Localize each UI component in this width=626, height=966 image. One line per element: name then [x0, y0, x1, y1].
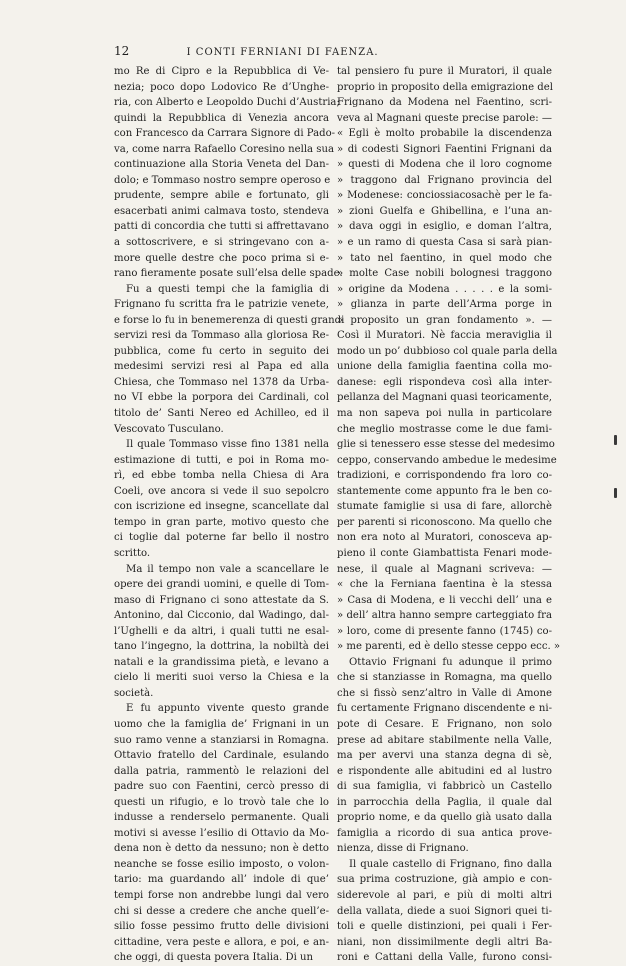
text-line: Ottavio Frignani fu adunque il primo: [349, 656, 552, 668]
text-line: » traggono dal Frignano provincia del: [337, 174, 552, 186]
text-line: toli e quelle distinzioni, pei quali i Fer-: [337, 921, 552, 933]
text-line: fu certamente Frignano discendente e ni-: [337, 703, 552, 715]
text-line: per parenti si riconoscono. Ma quello che: [337, 516, 552, 528]
text-line: more quelle destre che poco prima si e-: [114, 252, 329, 264]
text-line: società.: [114, 687, 154, 699]
text-line: tradizioni, e corrispondendo fra loro co-: [337, 470, 552, 482]
text-line: » loro, come di presente fanno (1745) co-: [337, 625, 552, 637]
text-line: patti di concordia che tutti si affrettavano: [114, 221, 329, 233]
text-line: nezia; poco dopo Lodovico Re d’Unghe-: [114, 81, 329, 93]
text-line: Antonino, dal Cicconio, dal Wadingo, dal-: [114, 610, 329, 622]
text-line: a sottoscrivere, e si stringevano con a-: [114, 237, 329, 249]
text-line: Ottavio fratello del Cardinale, esulando: [114, 750, 329, 762]
text-line: quindi la Repubblica di Venezia ancora: [114, 112, 329, 124]
text-line: » di codesti Signori Faentini Frignani da: [337, 143, 552, 155]
text-line: modo un po’ dubbioso col quale parla della: [337, 345, 558, 357]
text-line: tempo in gran parte, motivo questo che: [114, 516, 329, 528]
text-line: proprio in proposito della emigrazione del: [337, 81, 553, 93]
text-line: danese: egli rispondeva così alla inter-: [337, 376, 552, 388]
text-line: » origine da Modena . . . . . e la somi-: [337, 283, 552, 295]
text-line: rì, ed ebbe tomba nella Chiesa di Ara: [114, 470, 329, 482]
text-line: » dava oggi in esiglio, e doman l’altra,: [337, 221, 552, 233]
text-line: Ma il tempo non vale a scancellare le: [126, 563, 329, 575]
text-line: non era noto al Muratori, conosceva ap-: [337, 532, 552, 544]
text-line: indusse a renderselo permanente. Quali: [114, 812, 329, 824]
text-line: maso di Frignano ci sono attestate da S.: [114, 594, 329, 606]
text-line: cittadine, vera peste e allora, e poi, e an-: [114, 936, 329, 948]
right-column: [337, 64, 561, 966]
text-line: Chiesa, che Tommaso nel 1378 da Urba-: [114, 376, 329, 388]
text-line: pellanza del Magnani quasi teoricamente,: [337, 392, 552, 404]
text-line: che si fissò senz’altro in Valle di Amone: [337, 687, 552, 699]
text-line: ceppo, conservando ambedue le medesime: [337, 454, 557, 466]
text-line: dalla patria, rammentò le relazioni del: [114, 765, 329, 777]
text-line: tano l’ingegno, la dottrina, la nobiltà dei: [114, 641, 329, 653]
text-line: ria, con Alberto e Leopoldo Duchi d’Austria;: [114, 97, 340, 109]
text-line: » questi di Modena che il loro cognome: [337, 159, 552, 171]
text-line: che si stanziasse in Romagna, ma quello: [337, 672, 552, 684]
text-line: » dell’ altra hanno sempre carteggiato fra: [337, 610, 552, 622]
text-line: rano fieramente posate sull’elsa delle spade.: [114, 268, 343, 280]
text-line: » e un ramo di questa Casa si sarà pian-: [337, 237, 552, 249]
text-line: » glianza in parte dell’Arma porge in: [337, 299, 552, 311]
text-line: tal pensiero fu pure il Muratori, il quale: [337, 66, 552, 77]
text-line: nese, il quale al Magnani scriveva: —: [337, 563, 552, 575]
text-line: sua prima costruzione, già ampio e con-: [337, 874, 552, 886]
text-line: natali e la grandissima pietà, e levano a: [114, 656, 329, 668]
text-line: stantemente come appunto fra le ben co-: [337, 485, 552, 497]
text-line: nienza, disse di Frignano.: [337, 843, 469, 855]
text-line: » proposito un gran fondamento ». —: [337, 314, 552, 326]
text-line: Fu a questi tempi che la famiglia di: [126, 283, 329, 295]
text-line: Il quale castello di Frignano, fino dalla: [349, 858, 552, 870]
text-line: che meglio mostrasse come le due fami-: [337, 423, 552, 435]
text-line: niani, non dissimilmente degli altri Ba-: [337, 936, 552, 948]
text-line: roni e Cattani della Valle, furono consi-: [337, 952, 552, 964]
text-line: dena non è detto da nessuno; non è detto: [114, 843, 329, 855]
text-line: » tato nel faentino, in quel modo che: [337, 252, 552, 264]
text-line: Frignano da Modena nel Faentino, scri-: [337, 97, 552, 109]
text-line: mo Re di Cipro e la Repubblica di Ve-: [114, 66, 329, 77]
text-line: unione della famiglia faentina colla mo-: [337, 361, 552, 373]
text-line: silio fosse pessimo frutto delle divisioni: [114, 921, 329, 933]
text-line: continuazione alla Storia Veneta del Dan-: [114, 159, 329, 171]
text-line: » Modenese: conciossiacosachè per le fa-: [337, 190, 552, 202]
text-line: Frignano fu scritta fra le patrizie venete,: [114, 299, 329, 311]
text-line: Il quale Tommaso visse fino 1381 nella: [126, 439, 329, 451]
text-line: Coeli, ove ancora si vede il suo sepolcro: [114, 485, 329, 497]
text-line: uomo che la famiglia de’ Frignani in un: [114, 718, 329, 730]
text-line: della vallata, diede a suoi Signori quei ti-: [337, 905, 552, 917]
page-header: [114, 44, 546, 58]
text-line: prese ad abitare stabilmente nella Valle,: [337, 734, 552, 746]
text-line: prudente, sempre abile e fortunato, gli: [114, 190, 329, 202]
text-line: e forse lo fu in benemerenza di questi grandi: [114, 314, 345, 326]
text-line: l’Ughelli e da altri, i quali tutti ne esal-: [114, 625, 329, 637]
text-line: va, come narra Rafaello Coresino nella sua: [114, 143, 334, 155]
left-column: [114, 64, 345, 966]
text-line: estimazione di tutti, e poi in Roma mo-: [114, 454, 329, 466]
text-line: questi un rifugio, e lo trovò tale che lo: [114, 796, 329, 808]
text-line: famiglia a ricordo di sua antica prove-: [337, 827, 552, 839]
text-line: e rispondente alle abitudini ed al lustro: [337, 765, 552, 777]
text-line: in parrocchia della Paglia, il quale dal: [337, 796, 552, 808]
text-line: neanche se fosse esilio imposto, o volon-: [114, 858, 329, 870]
text-line: con Francesco da Carrara Signore di Pado-: [114, 128, 336, 140]
margin-mark: [614, 435, 617, 445]
page-number: 12: [114, 44, 130, 58]
text-line: pote di Cesare. E Frignano, non solo: [337, 718, 552, 730]
margin-mark: [614, 488, 617, 498]
text-line: di sua famiglia, vi fabbricò un Castello: [337, 781, 552, 793]
text-line: « che la Ferniana faentina è la stessa: [337, 579, 552, 591]
text-line: motivi si avesse l’esilio di Ottavio da Mo-: [114, 827, 329, 839]
text-line: » zioni Guelfa e Ghibellina, e l’una an-: [337, 205, 552, 217]
text-line: medesimi servizi resi al Papa ed alla: [114, 361, 329, 373]
text-line: stumate famiglie si usa di fare, allorchè: [337, 501, 552, 513]
text-line: tempi forse non andrebbe lungi dal vero: [114, 889, 329, 901]
text-line: « Egli è molto probabile la discendenza: [337, 128, 552, 140]
text-line: no VI ebbe la porpora dei Cardinali, col: [114, 392, 329, 404]
text-line: Così il Muratori. Nè faccia meraviglia il: [337, 330, 552, 342]
text-line: » me parenti, ed è dello stesse ceppo ecc. »: [337, 641, 561, 653]
text-line: titolo de’ Santi Nereo ed Achilleo, ed il: [114, 408, 329, 420]
text-line: chi si desse a credere che anche quell’e-: [114, 905, 329, 917]
text-line: suo ramo venne a stanziarsi in Romagna.: [114, 734, 329, 746]
text-line: cielo li meriti suoi verso la Chiesa e la: [114, 672, 329, 684]
text-line: E fu appunto vivente questo grande: [126, 703, 329, 715]
text-line: ci toglie dal poterne far bello il nostro: [114, 532, 329, 544]
text-line: servizi resi da Tommaso alla gloriosa Re-: [114, 330, 329, 342]
text-line: opere dei grandi uomini, e quelle di Tom-: [114, 579, 329, 591]
text-line: proprio nome, e da quello già usato dalla: [337, 812, 552, 824]
text-line: dolo; e Tommaso nostro sempre operoso e: [114, 174, 331, 186]
text-line: Vescovato Tusculano.: [114, 423, 224, 435]
text-line: con iscrizione ed insegne, scancellate dal: [114, 501, 329, 513]
text-line: scritto.: [114, 547, 151, 559]
text-line: siderevole al pari, e più di molti altri: [337, 889, 552, 901]
text-line: pieno il conte Giambattista Fenari mode-: [337, 547, 552, 559]
text-line: ma per avervi una stanza degna di sè,: [337, 750, 552, 762]
text-line: veva al Magnani queste precise parole: —: [337, 112, 552, 124]
running-title: I CONTI FERNIANI DI FAENZA.: [186, 47, 379, 58]
text-line: che oggi, di questa povera Italia. Di un: [114, 952, 314, 964]
text-line: tario: ma guardando all’ indole di que’: [114, 874, 329, 886]
text-line: pubblica, come fu certo in seguito dei: [114, 345, 329, 357]
text-line: ma non sapeva poi nulla in particolare: [337, 408, 552, 420]
text-line: padre suo con Faentini, cercò presso di: [114, 781, 329, 793]
text-line: esacerbati animi calmava tosto, stendeva: [114, 205, 329, 217]
text-line: glie si tenessero esse stesse del medesimo: [337, 439, 555, 451]
text-line: » molte Case nobili bolognesi traggono: [337, 268, 552, 280]
text-line: » Casa di Modena, e li vecchi dell’ una e: [337, 594, 552, 606]
